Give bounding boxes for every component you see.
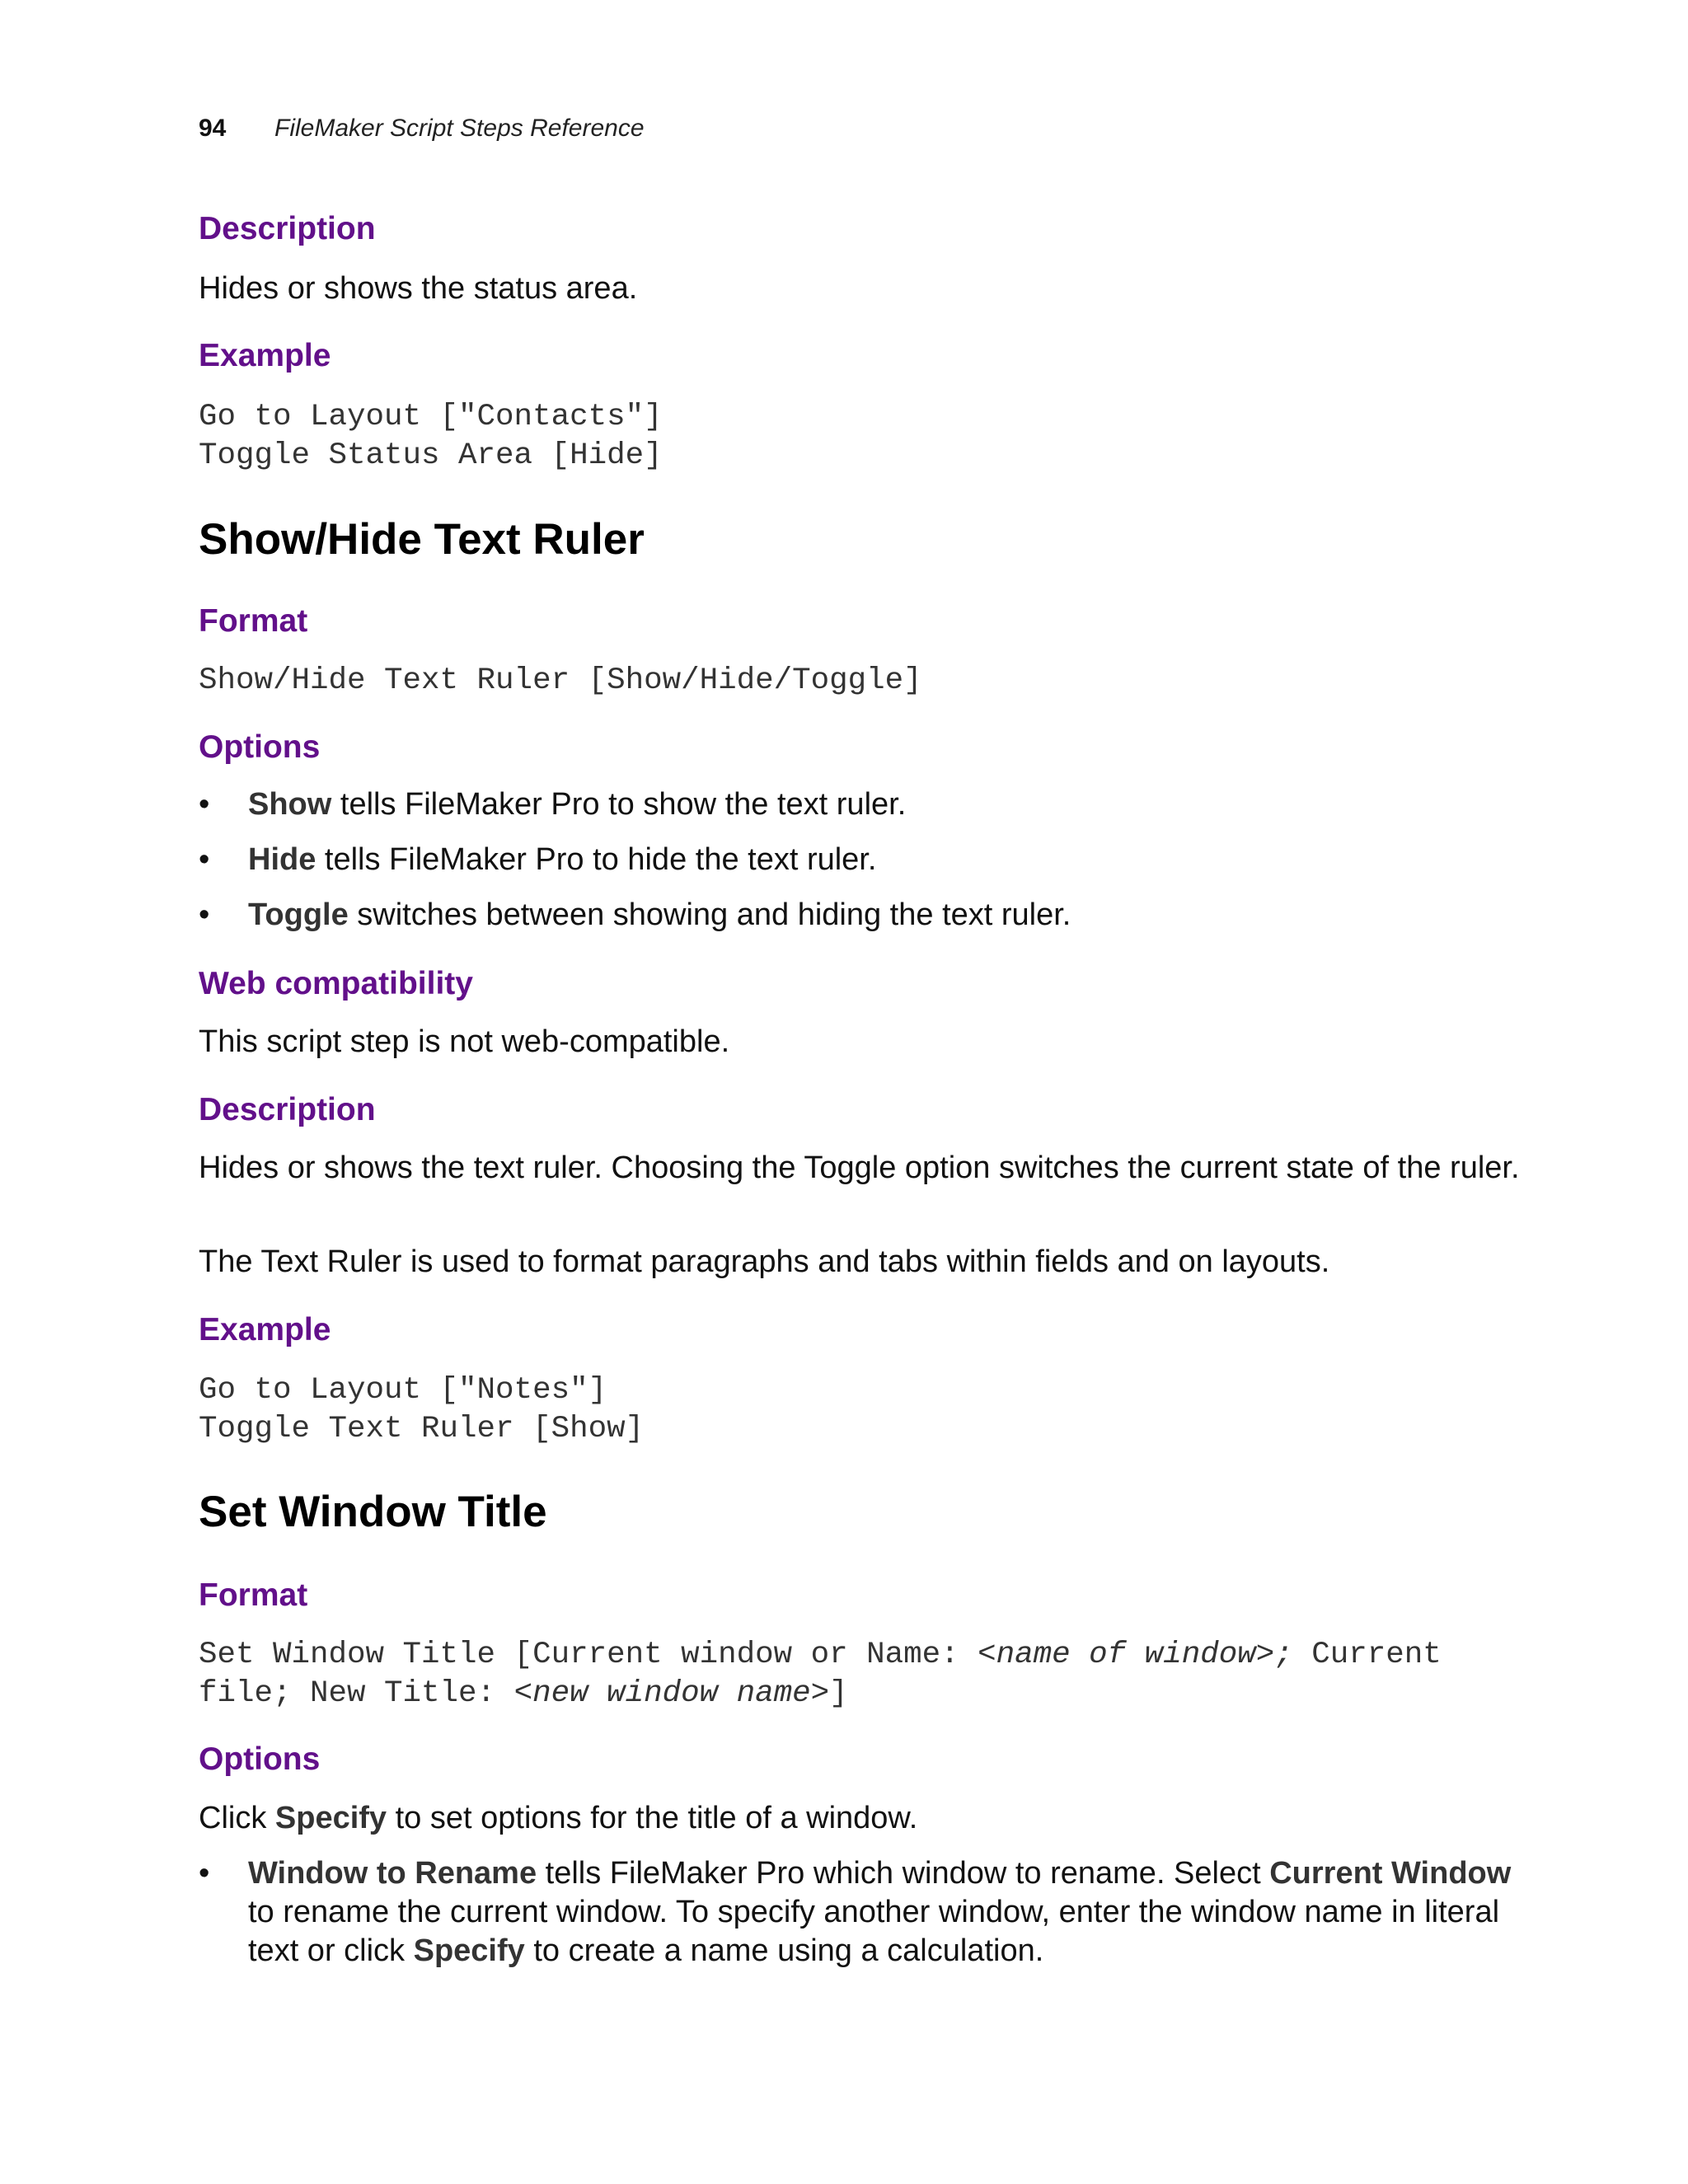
option-text: tells FileMaker Pro to show the text ruler. [331, 787, 907, 822]
description-heading: Description [199, 211, 376, 246]
option-term: Specify [274, 1801, 387, 1835]
page-number: 94 [199, 115, 227, 142]
format-code [199, 1636, 1550, 1713]
description-heading: Description [199, 1092, 376, 1127]
description-text: Hides or shows the status area. [199, 271, 638, 306]
option-text: to rename the current window. To specify another window, enter the window name in literal text or click [248, 1895, 1500, 1968]
bullet-icon: • [199, 898, 210, 932]
option-term: Hide [248, 842, 316, 877]
format-code-text: ] [829, 1676, 848, 1711]
format-code-argument: <name of window>; [978, 1638, 1293, 1672]
intro-text: to set options for the title of a window. [387, 1801, 918, 1835]
example-code-line: Go to Layout ["Contacts"] [199, 400, 663, 434]
intro-text: Click [199, 1801, 275, 1835]
options-intro [199, 1799, 1534, 1838]
options-heading: Options [199, 1741, 321, 1777]
bullet-icon: • [199, 842, 210, 877]
description-text: The Text Ruler is used to format paragraphs and tabs within fields and on layouts. [199, 1244, 1330, 1279]
option-text: tells FileMaker Pro to hide the text ruler. [316, 842, 877, 877]
option-term: Window to Rename [248, 1856, 537, 1891]
web-compatibility-text: This script step is not web-compatible. [199, 1024, 730, 1059]
example-code-line: Toggle Status Area [Hide] [199, 438, 663, 473]
option-term: Show [248, 787, 332, 822]
format-heading: Format [199, 603, 308, 639]
format-code: Show/Hide Text Ruler [Show/Hide/Toggle] [199, 663, 922, 698]
format-heading: Format [199, 1577, 308, 1613]
bullet-icon: • [199, 1856, 210, 1891]
document-title: FileMaker Script Steps Reference [274, 115, 645, 142]
option-text: to create a name using a calculation. [524, 1933, 1044, 1968]
format-code-text: Set Window Title [Current window or Name: [199, 1638, 978, 1672]
option-text: tells FileMaker Pro which window to rename. Select [537, 1856, 1270, 1891]
example-heading: Example [199, 338, 331, 373]
option-text: switches between showing and hiding the text ruler. [348, 898, 1071, 932]
option-term: Current Window [1269, 1856, 1512, 1891]
example-heading: Example [199, 1312, 331, 1347]
example-code-line: Toggle Text Ruler [Show] [199, 1412, 645, 1446]
bullet-icon: • [199, 787, 210, 822]
format-code-text: Current file; New Title: [199, 1638, 1461, 1711]
format-code-argument: <new window name> [513, 1676, 830, 1711]
section-title-text-ruler: Show/Hide Text Ruler [199, 515, 645, 564]
web-compatibility-heading: Web compatibility [199, 966, 473, 1001]
options-heading: Options [199, 729, 321, 765]
option-term: Specify [413, 1933, 525, 1968]
example-code-line: Go to Layout ["Notes"] [199, 1373, 607, 1408]
running-header [199, 115, 645, 151]
option-term: Toggle [248, 898, 349, 932]
section-title-window-title: Set Window Title [199, 1488, 547, 1536]
description-text: Hides or shows the text ruler. Choosing the Toggle option switches the current state of the ruler. [199, 1151, 1520, 1185]
